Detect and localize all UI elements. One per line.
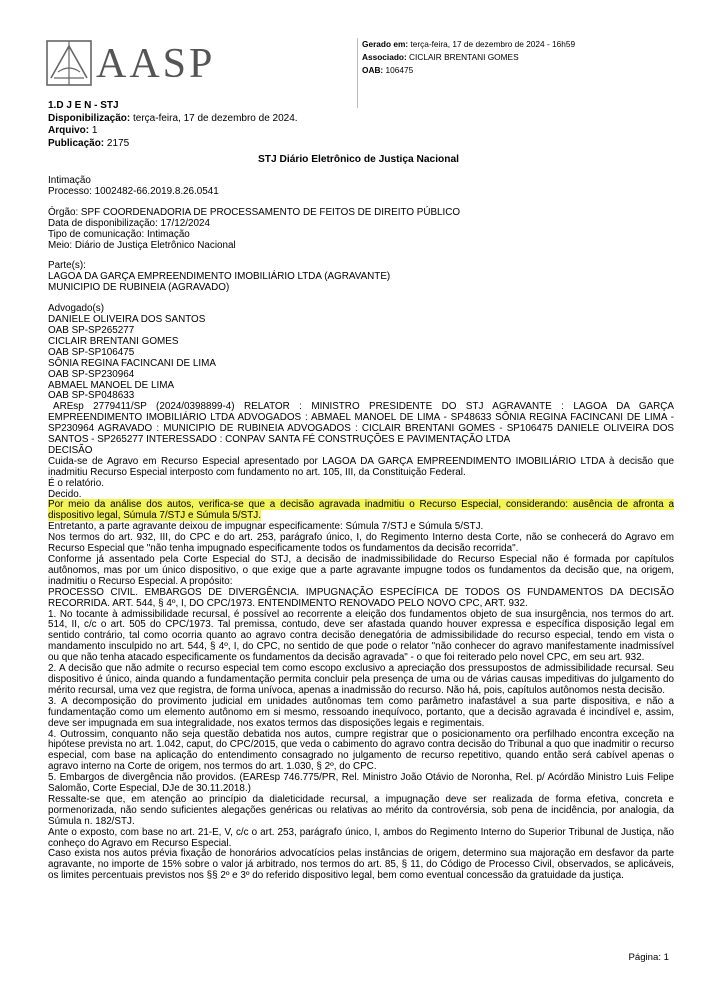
paragraph: Decido. <box>48 488 82 500</box>
page-number: Página: 1 <box>628 952 669 963</box>
aasp-logo <box>46 36 236 92</box>
generation-meta <box>357 38 682 108</box>
paragraph: Conforme já assentado pela Corte Especial do STJ, a decisão de inadmissibilidade do Recurso Especial não é formada por capítulos autônomos, mas por um único dispositivo, o que exige que a parte agravante impugne todos os fundamentos da decisão que, na origem, inadmitiu o Recurso Especial. A propósito: <box>48 554 674 587</box>
generated-at: Gerado em: terça-feira, 17 de dezembro de 2024 - 16h59 <box>362 39 576 49</box>
paragraph: Nos termos do art. 932, III, do CPC e do art. 253, parágrafo único, I, do Regimento Interno desta Corte, não se conhecerá do Agravo em Recurso Especial que "não tenha impugnado especificamente todos os fundamentos da decisão recorrida". <box>48 532 674 555</box>
case-header: AREsp 2779411/SP (2024/0398899-4) RELATOR : MINISTRO PRESIDENTE DO STJ AGRAVANTE : LAGOA DA GARÇA EMPREENDIMENTO IMOBILIÁRIO LTDA ADVOGADOS : ABMAEL MANOEL DE LIMA - SP48633 SÔNIA REGINA FACINCANI DE LIMA - SP230964 AGRAVADO : MUNICIPIO DE RUBINEIA ADVOGADOS : CICLAIR BRENTANI GOMES - SP106475 DANIELE OLIVEIRA DOS SANTOS - SP265277 INTERESSADO : CONPAV SANTA FÉ CONSTRUÇÕES E PAVIMENTAÇÃO LTDA <box>48 401 674 446</box>
paragraph: 2. A decisão que não admite o recurso especial tem como escopo exclusivo a apreciação dos pressupostos de admissibilidade recursal. Seu dispositivo é único, ainda quando a fundamentação permita concluir pela presença de uma ou de várias causas impeditivas do julgamento do mérito recursal, uma vez que registra, de forma unívoca, apenas a inadmissão do recurso. Não há, pois, capítulos autônomos nesta decisão. <box>48 663 674 696</box>
paragraph: Cuida-se de Agravo em Recurso Especial apresentado por LAGOA DA GARÇA EMPREENDIMENTO IMOBILIÁRIO LTDA à decisão que inadmitiu Recurso Especial interposto com fundamento no art. 105, III, da Constituição Federal. <box>48 455 674 478</box>
lawyer-oab: OAB SP-SP265277 <box>48 324 135 336</box>
paragraph: Entretanto, a parte agravante deixou de impugnar especificamente: Súmula 7/STJ e Súmula 5/STJ. <box>48 521 484 533</box>
document-body <box>48 176 674 882</box>
lawyer-name: ABMAEL MANOEL DE LIMA <box>48 379 175 391</box>
lawyers-label: Advogado(s) <box>48 303 104 315</box>
intimacao-label: Intimação <box>48 175 91 186</box>
publication-info: 1.D J E N - STJ Disponibilização: terça-feira, 17 de dezembro de 2024. Arquivo: 1 Publicação: 2175 <box>48 100 298 149</box>
party-agravado: MUNICIPIO DE RUBINEIA (AGRAVADO) <box>48 282 230 294</box>
availability-date-line: Data de disponibilização: 17/12/2024 <box>48 217 210 229</box>
paragraph: 1. No tocante à admissibilidade recursal, é possível ao recorrente a eleição dos fundamentos objeto de sua insurgência, nos termos do art. 514, II, c/c o art. 505 do CPC/1973. Tal premissa, contudo, deve ser afastada quando houver expressa e específica disposição legal em sentido contrário, tal como ocorria quanto ao agravo contra decisão denegatória de admissibilidade do recurso especial, tendo em vista o mandamento insculpido no art. 544, § 4º, I, do CPC, no sentido de que pode o relator "não conhecer do agravo manifestamente inadmissível ou que não tenha atacado especificamente os fundamentos da decisão agravada" - o que foi reiterado pelo novel CPC, em seu art. 932. <box>48 608 674 664</box>
paragraph: É o relatório. <box>48 477 104 489</box>
paragraph: 3. A decomposição do provimento judicial em unidades autônomas tem como parâmetro inafastável a sua parte dispositiva, e não a fundamentação como um elemento autônomo em si mesmo, ressoando inequívoco, portanto, que a decisão agravada é incindível e, assim, deve ser impugnada em sua integralidade, nos exatos termos das disposições legais e regimentais. <box>48 695 674 729</box>
paragraph: 4. Outrossim, conquanto não seja questão debatida nos autos, cumpre registrar que o posicionamento ora perfilhado encontra exceção na hipótese prevista no art. 1.042, caput, do CPC/2015, que veda o cabimento do agravo contra decisão do Tribunal a quo que inadmitir o recurso especial, com base na aplicação do entendimento consagrado no julgamento de recurso repetitivo, quando então será cabível apenas o agravo interno na Corte de origem, nos termos do art. 1.030, § 2º, do CPC. <box>48 728 674 773</box>
process-number: Processo: 1002482-66.2019.8.26.0541 <box>48 185 219 197</box>
lawyer-name: DANIELE OLIVEIRA DOS SANTOS <box>48 314 206 326</box>
lawyer-name: CICLAIR BRENTANI GOMES <box>48 335 179 347</box>
paragraph: Caso exista nos autos prévia fixação de honorários advocatícios pelas instâncias de origem, determino sua majoração em desfavor da parte agravante, no importe de 15% sobre o valor já arbitrado, nos termos do art. 85, § 11, do Código de Processo Civil, observados, se aplicáveis, os limites percentuais previstos nos §§ 2º e 3º do referido dispositivo legal, bem como eventual concessão da gratuidade da justiça. <box>48 848 674 882</box>
highlighted-paragraph: Por meio da análise dos autos, verifica-se que a decisão agravada inadmitiu o Recurso Especial, considerando: ausência de afronta a dispositivo legal, Súmula 7/STJ e Súmula 5/STJ. <box>48 499 674 522</box>
source-journal: 1.D J E N - STJ <box>48 100 119 111</box>
paragraph: PROCESSO CIVIL. EMBARGOS DE DIVERGÊNCIA. IMPUGNAÇÃO ESPECÍFICA DE TODOS OS FUNDAMENTOS DA DECISÃO RECORRIDA. ART. 544, § 4º, I, DO CPC/1973. ENTENDIMENTO RENOVADO PELO NOVO CPC, ART. 932. <box>48 586 674 609</box>
aasp-emblem-icon <box>46 40 92 86</box>
publication-number: 2175 <box>106 137 130 149</box>
parties-label: Parte(s): <box>48 260 86 272</box>
associate: Associado: CICLAIR BRENTANI GOMES <box>362 52 519 62</box>
communication-type: Tipo de comunicação: Intimação <box>48 228 190 240</box>
communication-medium: Meio: Diário de Justiça Eletrônico Nacional <box>48 239 236 251</box>
document-title: STJ Diário Eletrônico de Justiça Nacional <box>258 154 459 165</box>
lawyer-oab: OAB SP-SP048633 <box>48 390 135 402</box>
lawyer-name: SÔNIA REGINA FACINCANI DE LIMA <box>48 357 216 369</box>
orgao: Órgão: SPF COORDENADORIA DE PROCESSAMENTO DE FEITOS DE DIREITO PÚBLICO <box>48 206 461 218</box>
lawyer-oab: OAB SP-SP106475 <box>48 346 135 358</box>
oab: OAB: 106475 <box>362 65 414 75</box>
aasp-brand-text: AASP <box>96 41 216 87</box>
decision-label: DECISÃO <box>48 444 93 456</box>
paragraph: Ressalte-se que, em atenção ao princípio da dialeticidade recursal, a impugnação deve ser realizada de forma efetiva, concreta e pormenorizada, não sendo suficientes alegações genéricas ou relativas ao mérito da controvérsia, sob pena de incidência, por analogia, da Súmula n. 182/STJ. <box>48 793 674 827</box>
paragraph: Ante o exposto, com base no art. 21-E, V, c/c o art. 253, parágrafo único, I, ambos do Regimento Interno do Superior Tribunal de Justiça, não conheço do Agravo em Recurso Especial. <box>48 826 674 849</box>
availability-date: terça-feira, 17 de dezembro de 2024. <box>133 112 298 124</box>
party-agravante: LAGOA DA GARÇA EMPREENDIMENTO IMOBILIÁRIO LTDA (AGRAVANTE) <box>48 271 391 283</box>
file-number: 1 <box>91 125 98 136</box>
paragraph: 5. Embargos de divergência não providos. (EAREsp 746.775/PR, Rel. Ministro João Otávio de Noronha, Rel. p/ Acórdão Ministro Luis Felipe Salomão, Corte Especial, DJe de 30.11.2018.) <box>48 772 674 795</box>
lawyer-oab: OAB SP-SP230964 <box>48 368 135 380</box>
